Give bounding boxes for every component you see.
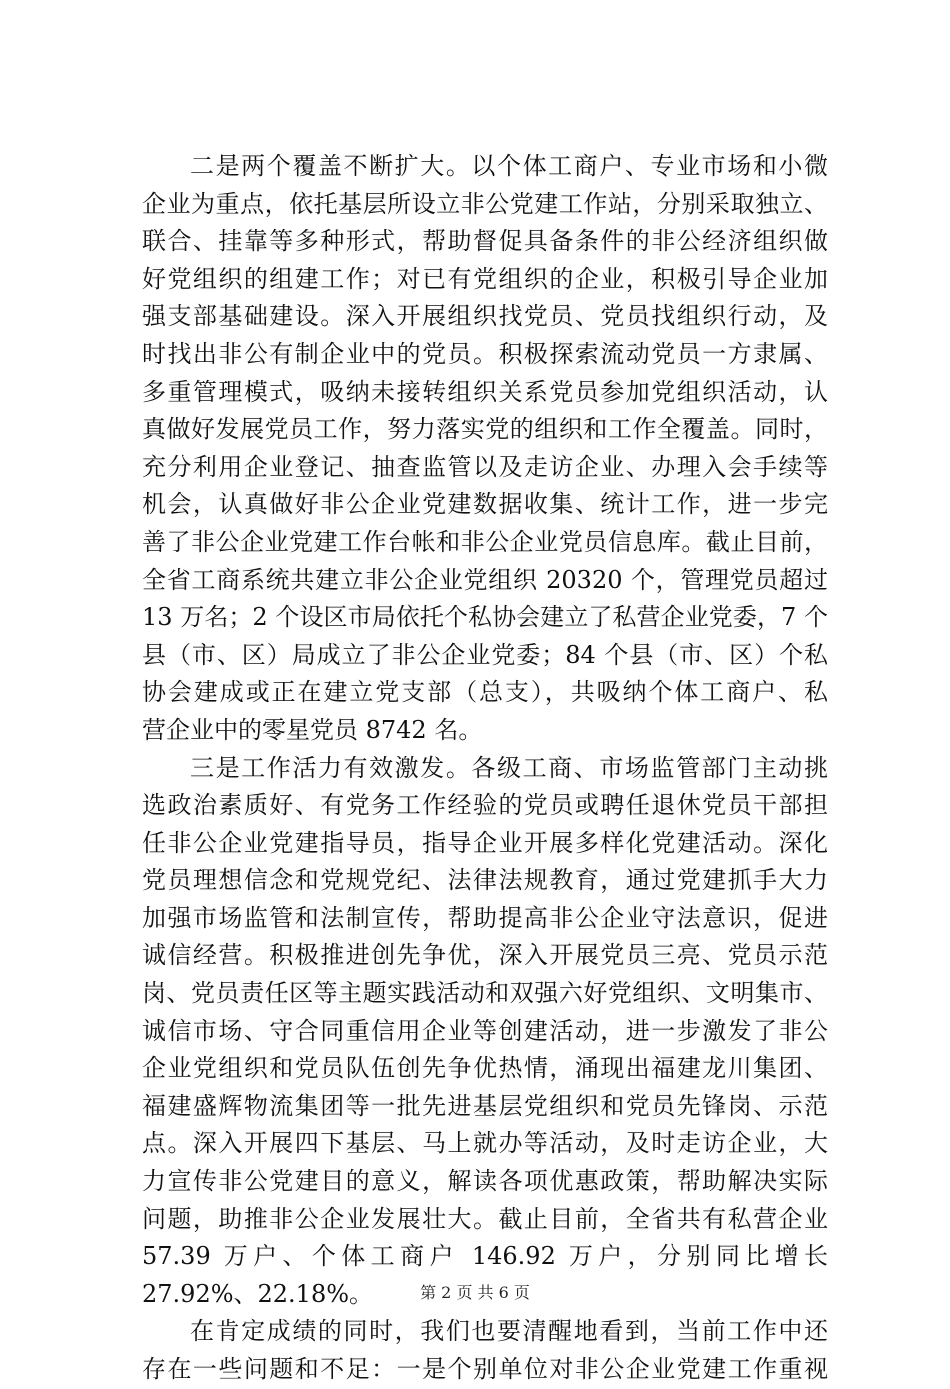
text-line: 全省工商系统共建立非公企业党组织 20320 个，管理党员超过 [142, 565, 828, 594]
text-line: 任非公企业党建指导员，指导企业开展多样化党建活动。深化 [142, 828, 828, 857]
text-line: 善了非公企业党建工作台帐和非公企业党员信息库。截止目前， [142, 527, 828, 556]
text-line: 时找出非公有制企业中的党员。积极探索流动党员一方隶属、 [142, 339, 828, 368]
text-line: 选政治素质好、有党务工作经验的党员或聘任退休党员干部担 [142, 791, 828, 820]
page-number-footer: 第 2 页 共 6 页 [420, 1283, 530, 1302]
text-line: 加强市场监管和法制宣传，帮助提高非公企业守法意识，促进 [142, 903, 828, 932]
text-line: 县（市、区）局成立了非公企业党委；84 个县（市、区）个私 [142, 640, 828, 669]
text-line: 福建盛辉物流集团等一批先进基层党组织和党员先锋岗、示范 [142, 1091, 828, 1120]
text-line: 三是工作活力有效激发。各级工商、市场监管部门主动挑 [190, 753, 828, 782]
text-line: 在肯定成绩的同时，我们也要清醒地看到，当前工作中还 [190, 1317, 828, 1346]
text-line: 协会建成或正在建立党支部（总支），共吸纳个体工商户、私 [142, 678, 828, 707]
text-line: 强支部基础建设。深入开展组织找党员、党员找组织行动，及 [142, 302, 828, 331]
text-line: 充分利用企业登记、抽查监管以及走访企业、办理入会手续等 [142, 452, 828, 481]
text-line: 存在一些问题和不足：一是个别单位对非公企业党建工作重视 [142, 1355, 828, 1383]
text-line: 企业党组织和党员队伍创先争优热情，涌现出福建龙川集团、 [142, 1054, 828, 1083]
text-line: 企业为重点，依托基层所设立非公党建工作站，分别采取独立、 [142, 189, 828, 218]
text-line: 27.92%、22.18%。 [142, 1279, 374, 1308]
text-line: 机会，认真做好非公企业党建数据收集、统计工作，进一步完 [142, 490, 828, 519]
text-line: 多重管理模式，吸纳未接转组织关系党员参加党组织活动，认 [142, 377, 828, 406]
text-line: 问题，助推非公企业发展壮大。截止目前，全省共有私营企业 [142, 1204, 828, 1233]
text-line: 营企业中的零星党员 8742 名。 [142, 715, 483, 744]
body-text [142, 148, 828, 1389]
text-line: 力宣传非公党建目的意义，解读各项优惠政策，帮助解决实际 [142, 1167, 828, 1196]
text-line: 好党组织的组建工作；对已有党组织的企业，积极引导企业加 [142, 264, 828, 293]
text-line: 点。深入开展四下基层、马上就办等活动，及时走访企业，大 [142, 1129, 828, 1158]
text-line: 真做好发展党员工作，努力落实党的组织和工作全覆盖。同时， [142, 415, 828, 444]
text-line: 诚信经营。积极推进创先争优，深入开展党员三亮、党员示范 [142, 941, 828, 970]
text-line: 党员理想信念和党规党纪、法律法规教育，通过党建抓手大力 [142, 866, 828, 895]
text-line: 二是两个覆盖不断扩大。以个体工商户、专业市场和小微 [190, 152, 828, 180]
text-line: 联合、挂靠等多种形式，帮助督促具备条件的非公经济组织做 [142, 227, 828, 256]
text-line: 岗、党员责任区等主题实践活动和双强六好党组织、文明集市、 [142, 979, 828, 1008]
text-line: 13 万名；2 个设区市局依托个私协会建立了私营企业党委，7 个 [142, 603, 828, 632]
text-line: 诚信市场、守合同重信用企业等创建活动，进一步激发了非公 [142, 1016, 828, 1045]
text-line: 57.39 万户、个体工商户 146.92 万户，分别同比增长 [142, 1242, 828, 1271]
